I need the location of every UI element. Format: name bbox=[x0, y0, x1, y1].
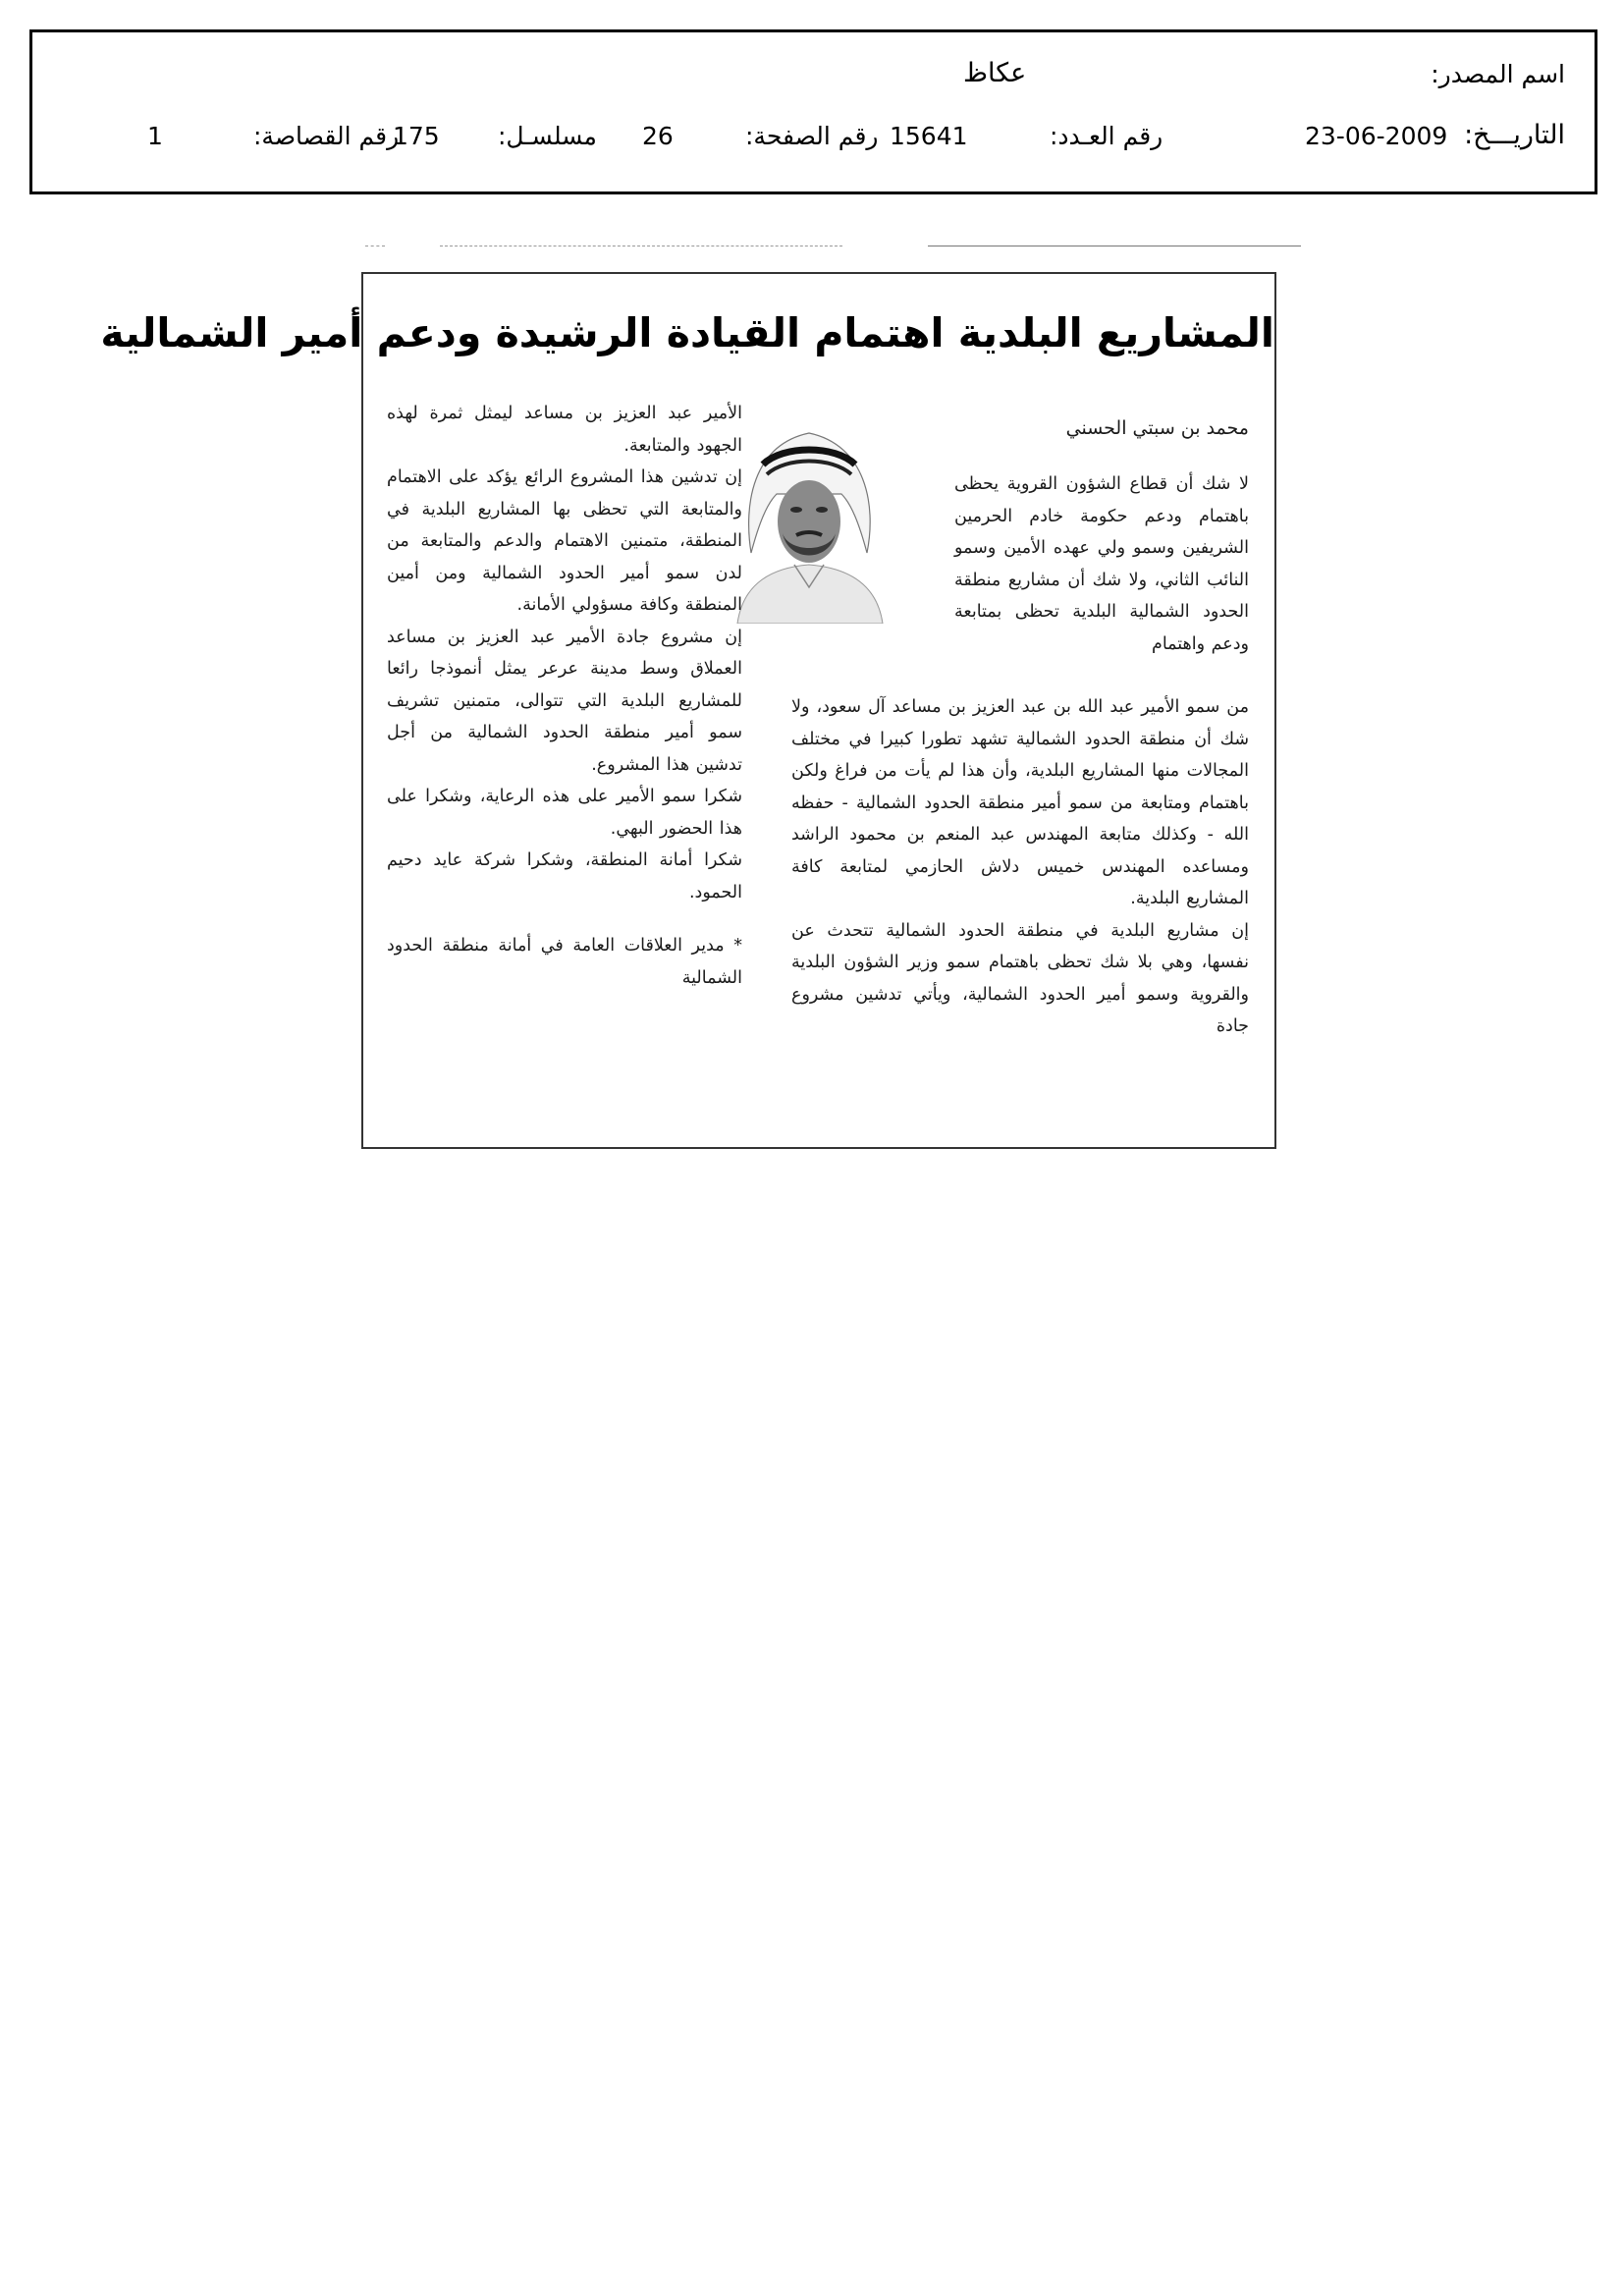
author-photo bbox=[733, 406, 885, 624]
paragraph: إن مشروع جادة الأمير عبد العزيز بن مساعد العملاق وسط مدينة عرعر يمثل أنموذجا رائعا للمشاريع البلدية التي تتوالى، متمنين تشريف سمو أمير منطقة الحدود الشمالية من أجل تدشين هذا المشروع. bbox=[387, 627, 742, 775]
paragraph: من سمو الأمير عبد الله بن عبد العزيز بن مساعد آل سعود، ولا شك أن منطقة الحدود الشمالية تشهد تطورا كبيرا في مختلف المجالات منها المشاريع البلدية، وأن هذا لم يأت من فراغ ولكن باهتمام ومتابعة من سمو أمير منطقة الحدود الشمالية - حفظه الله - وكذلك متابعة المهندس عبد المنعم بن محمود الراشد ومساعده المهندس خميس دلاش الحازمي لمتابعة كافة المشاريع البلدية. bbox=[791, 697, 1249, 908]
paragraph: الأمير عبد العزيز بن مساعد ليمثل ثمرة لهذه الجهود والمتابعة. bbox=[387, 404, 742, 456]
article-column-right-bottom bbox=[791, 691, 1249, 1043]
author-note: * مدير العلاقات العامة في أمانة منطقة الحدود الشمالية bbox=[387, 936, 742, 988]
date-label: التاريـــخ: bbox=[1464, 120, 1565, 150]
paragraph: لا شك أن قطاع الشؤون القروية يحظى باهتمام ودعم حكومة خادم الحرمين الشريفين وسمو ولي عهده الأمين وسمو النائب الثاني، ولا شك أن مشاريع منطقة الحدود الشمالية البلدية تحظى بمتابعة ودعم واهتمام bbox=[954, 474, 1249, 654]
paragraph: شكرا أمانة المنطقة، وشكرا شركة عايد دحيم الحمود. bbox=[387, 850, 742, 902]
source-info-box bbox=[29, 29, 1597, 194]
clip-label: رقم القصاصة: bbox=[253, 122, 400, 150]
issue-value: 15641 bbox=[890, 122, 968, 150]
article-headline: المشاريع البلدية اهتمام القيادة الرشيدة ودعم أمير الشمالية bbox=[100, 309, 1274, 356]
article-column-right-top bbox=[954, 468, 1249, 660]
paragraph: شكرا سمو الأمير على هذه الرعاية، وشكرا على هذا الحضور البهي. bbox=[387, 787, 742, 839]
date-value: 23-06-2009 bbox=[1305, 122, 1448, 150]
serial-label: مسلسـل: bbox=[498, 122, 597, 150]
article-byline: محمد بن سبتي الحسني bbox=[1065, 417, 1249, 439]
paragraph: إن تدشين هذا المشروع الرائع يؤكد على الاهتمام والمتابعة التي تحظى بها المشاريع البلدية في المنطقة، متمنين الاهتمام والدعم والمتابعة من لدن سمو أمير الحدود الشمالية ومن أمين المنطقة وكافة مسؤولي الأمانة. bbox=[387, 467, 742, 615]
source-label: اسم المصدر: bbox=[1431, 60, 1565, 88]
issue-label: رقم العـدد: bbox=[1050, 122, 1163, 150]
paragraph: إن مشاريع البلدية في منطقة الحدود الشمالية تتحدث عن نفسها، وهي بلا شك تحظى باهتمام سمو وزير الشؤون البلدية والقروية وسمو أمير الحدود الشمالية، ويأتي تدشين مشروع جادة bbox=[791, 920, 1249, 1036]
serial-value: 175 bbox=[393, 122, 440, 150]
clip-value: 1 bbox=[147, 122, 163, 150]
page-value: 26 bbox=[642, 122, 674, 150]
newspaper-clipping bbox=[100, 272, 1276, 1149]
source-name: عكاظ bbox=[963, 58, 1027, 88]
page-label: رقم الصفحة: bbox=[745, 122, 879, 150]
article-column-left bbox=[387, 398, 742, 994]
